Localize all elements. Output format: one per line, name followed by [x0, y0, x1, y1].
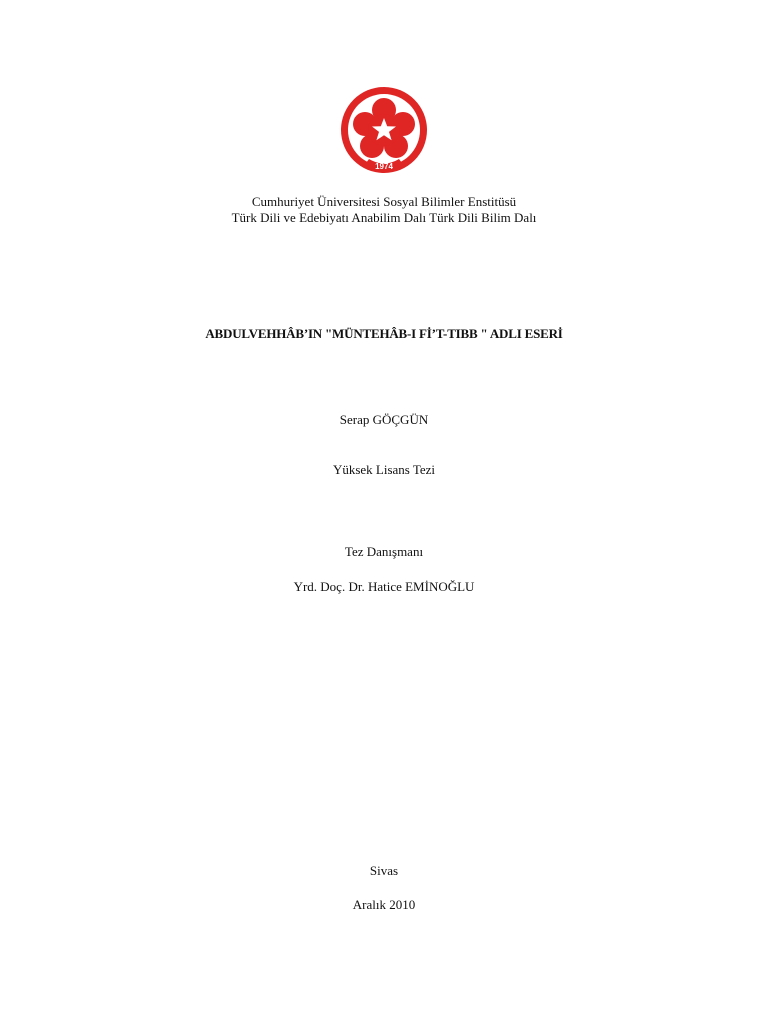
university-logo	[339, 85, 429, 177]
advisor-label: Tez Danışmanı	[344, 544, 424, 559]
author-name: Serap GÖÇGÜN	[339, 412, 429, 427]
institution-line-1: Cumhuriyet Üniversitesi Sosyal Bilimler Enstitüsü	[251, 194, 517, 209]
thesis-title: ABDULVEHHÂB’IN "MÜNTEHÂB-I Fİ’T-TIBB " ADLI ESERİ	[205, 326, 563, 341]
city: Sivas	[369, 863, 399, 878]
date: Aralık 2010	[352, 897, 416, 912]
institution-line-2: Türk Dili ve Edebiyatı Anabilim Dalı Türk Dili Bilim Dalı	[231, 210, 537, 225]
logo-year: 1974	[375, 162, 393, 171]
degree-type: Yüksek Lisans Tezi	[332, 462, 436, 477]
advisor-name: Yrd. Doç. Dr. Hatice EMİNOĞLU	[293, 579, 475, 594]
